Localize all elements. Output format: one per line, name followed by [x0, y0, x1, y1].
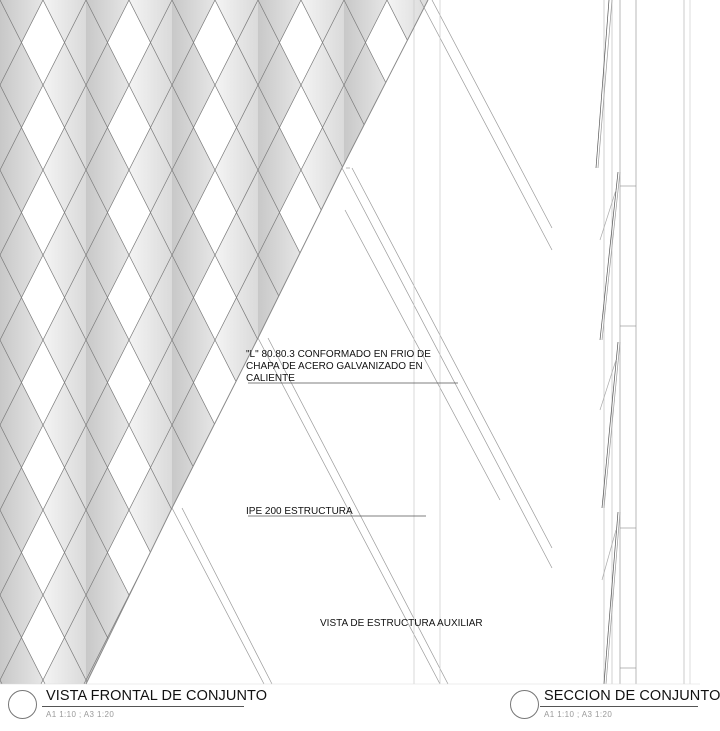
panel-facet-shaded [344, 170, 387, 340]
panel-facet-shaded [430, 425, 473, 595]
panel-facet-shaded [516, 425, 559, 595]
panel-facet-shaded [344, 255, 387, 425]
panel-facet-shaded [516, 255, 559, 425]
panel-facet-light [473, 510, 516, 680]
panel-facet-shaded [516, 0, 559, 85]
section-view-title-rule [540, 706, 698, 707]
panel-facet-light [301, 255, 344, 425]
panel-outline [301, 510, 387, 680]
panel-facet-light [215, 510, 258, 680]
panel-facet-light [473, 170, 516, 340]
panel-facet-light [387, 680, 430, 731]
panel-facet-light [559, 340, 602, 510]
panel-facet-shaded [430, 680, 473, 731]
panel-outline [559, 510, 645, 680]
panel-facet-shaded [344, 595, 387, 731]
front-view-title: VISTA FRONTAL DE CONJUNTO [46, 688, 268, 704]
panel-outline [473, 255, 559, 425]
panel-facet-light [301, 595, 344, 731]
panel-outline [387, 425, 473, 595]
panel-facet-light [473, 0, 516, 170]
panel-facet-light [559, 0, 602, 170]
section-view-scale: A1 1:10 ; A3 1:20 [544, 710, 613, 719]
panel-facet-shaded [430, 340, 473, 510]
panel-facet-light [387, 425, 430, 595]
panel-facet-light [559, 170, 602, 340]
panel-outline [473, 0, 559, 170]
panel-facet-light [473, 255, 516, 425]
profile-annotation-line-1: "L" 80.80.3 CONFORMADO EN FRIO DE [246, 349, 431, 360]
panel-outline [387, 170, 473, 340]
panel-outline [473, 170, 559, 340]
panel-facet-shaded [516, 85, 559, 255]
panel-facet-shaded [516, 170, 559, 340]
panel-outline [559, 170, 645, 340]
front-view-title-rule [42, 706, 244, 707]
panel-facet-shaded [430, 0, 473, 170]
front-view-scale: A1 1:10 ; A3 1:20 [46, 710, 115, 719]
profile-annotation [246, 349, 431, 385]
panel-facet-shaded [516, 510, 559, 680]
panel-outline [559, 340, 645, 510]
panel-facet-light [559, 510, 602, 680]
ipe-annotation: IPE 200 ESTRUCTURA [246, 506, 353, 517]
section-view [596, 0, 690, 684]
panel-facet-light [301, 510, 344, 680]
front-view-title-circle [8, 690, 37, 719]
panel-facet-light [387, 595, 430, 731]
panel-outline [473, 510, 559, 680]
panel-facet-shaded [430, 85, 473, 255]
panel-outline [473, 340, 559, 510]
panel-facet-light [387, 255, 430, 425]
panel-facet-shaded [430, 255, 473, 425]
panel-outline [129, 595, 215, 731]
panel-facet-light [387, 85, 430, 255]
panel-facet-shaded [602, 0, 645, 170]
panel-facet-light [473, 595, 516, 731]
section-view-title-circle [510, 690, 539, 719]
profile-annotation-line-3: CALIENTE [246, 373, 295, 384]
section-view-title: SECCION DE CONJUNTO [544, 688, 720, 704]
panel-facet-shaded [602, 340, 645, 510]
panel-outline [559, 0, 645, 170]
panel-outline [301, 680, 387, 731]
auxiliary-structure-label: VISTA DE ESTRUCTURA AUXILIAR [320, 618, 483, 629]
panel-facet-light [473, 425, 516, 595]
panel-outline [387, 510, 473, 680]
panel-facet-shaded [516, 0, 559, 170]
panel-facet-shaded [430, 510, 473, 680]
panel-facet-shaded [258, 595, 301, 731]
panel-facet-shaded [258, 510, 301, 680]
panel-outline [301, 595, 387, 731]
profile-annotation-line-2: CHAPA DE ACERO GALVANIZADO EN [246, 361, 423, 372]
panel-outline [473, 85, 559, 255]
panel-facet-light [473, 340, 516, 510]
panel-outline [387, 85, 473, 255]
panel-outline [215, 510, 301, 680]
panel-facet-shaded [344, 510, 387, 680]
panel-facet-shaded [602, 170, 645, 340]
panel-facet-shaded [430, 170, 473, 340]
panel-facet-light [301, 680, 344, 731]
panel-facet-shaded [516, 340, 559, 510]
panel-outline [387, 680, 473, 731]
panel-outline [473, 0, 559, 85]
panel-facet-shaded [172, 595, 215, 731]
panel-facet-light [473, 0, 516, 85]
panel-facet-shaded [430, 0, 473, 85]
panel-outline [387, 255, 473, 425]
panel-facet-light [129, 595, 172, 731]
panel-facet-shaded [344, 680, 387, 731]
panel-facet-shaded [172, 510, 215, 680]
panel-facet-shaded [430, 595, 473, 731]
panel-outline [301, 255, 387, 425]
panel-outline [387, 595, 473, 731]
leader-lines [248, 383, 458, 516]
panel-outline [473, 425, 559, 595]
panel-facet-light [215, 595, 258, 731]
panel-facet-light [387, 170, 430, 340]
